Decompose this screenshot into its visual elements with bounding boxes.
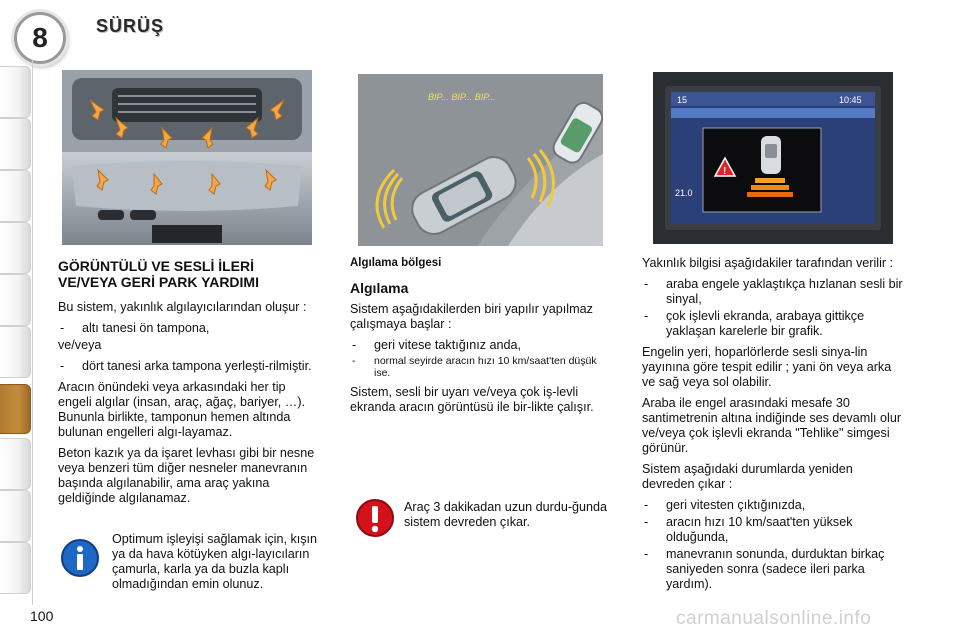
chapter-number-badge [14, 12, 66, 64]
info-note: Optimum işleyişi sağlamak için, kışın ya da hava kötüyken algı-layıcıların çamurla, karla ya da buzla kaplı olmadığından emin olunuz. [112, 532, 318, 591]
page-margin-line [32, 60, 33, 605]
list-item: - manevranın sonunda, durduktan birkaç saniyeden sonra (sadece ileri parka yardım). [642, 547, 904, 592]
list-item: - altı tanesi ön tampona, [58, 321, 320, 336]
right-column [642, 256, 904, 598]
screen-temperature: 21.0 [675, 188, 693, 198]
distance-paragraph: Araba ile engel arasındaki mesafe 30 santimetrenin altına indiğinde ses devamlı olur ve/veya çok işlevli ekranda "Tehlike" simgesi görünür. [642, 396, 902, 455]
svg-text:!: ! [723, 166, 727, 177]
beep-label: BIP... BIP... BIP... [428, 92, 496, 102]
screen-time: 10:45 [839, 95, 862, 105]
or-text: ve/veya [58, 338, 102, 352]
deactivation-list [642, 498, 904, 592]
proximity-list [642, 277, 904, 339]
detection-paragraph: Sistem, sesli bir uyarı ve/veya çok iş-levli ekranda aracın görüntüsü ile bir-likte çalışır. [350, 385, 594, 414]
list-item: - çok işlevli ekranda, arabaya gittikçe yaklaşan karelerle bir grafik. [642, 309, 904, 339]
intro-paragraph: Bu sistem, yakınlık algılayıcılarından oluşur : [58, 300, 307, 314]
chapter-tab[interactable] [0, 326, 31, 378]
screen-left-value: 15 [677, 95, 688, 105]
image-caption: Algılama bölgesi [350, 257, 442, 269]
section-heading: GÖRÜNTÜLÜ VE SESLİ İLERİ VE/VEYA GERİ PARK YARDIMI [58, 258, 259, 290]
list-item: - normal seyirde aracın hızı 10 km/saat'ten düşük ise. [350, 355, 612, 379]
chapter-tab-active[interactable] [0, 384, 31, 434]
list-item: - aracın hızı 10 km/saat'ten yüksek olduğunda, [642, 515, 904, 545]
detection-paragraph: Aracın önündeki veya arkasındaki her tip engeli algılar (insan, araç, ağaç, bariyer, …). Bununla birlikte, tamponun hemen altında bulunan engelleri algı-layamaz. [58, 380, 306, 439]
activation-list [350, 338, 612, 379]
list-item: - geri vitese taktığınız anda, [350, 338, 612, 353]
watermark: carmanualsonline.info [676, 608, 872, 629]
chapter-tab[interactable] [0, 118, 31, 170]
detection-heading: Algılama [350, 280, 409, 296]
list-item: - araba engele yaklaştıkça hızlanan sesli bir sinyal, [642, 277, 904, 307]
page-number: 100 [30, 608, 54, 624]
multifunction-screen-photo [653, 72, 893, 244]
detection-intro: Sistem aşağıdakilerden biri yapılır yapılmaz çalışmaya başlar : [350, 302, 593, 331]
deactivation-intro: Sistem aşağıdaki durumlarda yeniden devreden çıkar : [642, 462, 853, 491]
chapter-tab[interactable] [0, 490, 31, 542]
chapter-tab[interactable] [0, 542, 31, 594]
chapter-tab[interactable] [0, 222, 31, 274]
chapter-number: 8 [32, 22, 48, 53]
proximity-intro: Yakınlık bilgisi aşağıdakiler tarafından verilir : [642, 256, 894, 270]
bumper-sensors-photo [62, 70, 312, 245]
sensor-list-rear [58, 359, 320, 374]
middle-column [350, 256, 612, 421]
warning-icon [355, 498, 395, 543]
left-column [58, 258, 320, 512]
sensor-list-front [58, 321, 320, 336]
chapter-title: SÜRÜŞ [96, 16, 165, 36]
warning-note: Araç 3 dakikadan uzun durdu-ğunda sistem devreden çıkar. [404, 500, 608, 529]
list-item: - geri vitesten çıktığınızda, [642, 498, 904, 513]
chapter-tab[interactable] [0, 170, 31, 222]
list-item: - dört tanesi arka tampona yerleşti-rilmiştir. [58, 359, 320, 374]
info-icon [60, 538, 100, 583]
objects-paragraph: Beton kazık ya da işaret levhası gibi bir nesne veya benzeri tüm diğer nesneler manevranın başında algılanabilir, ama araç yakına geldiğinde algılanamaz. [58, 446, 315, 505]
chapter-tab[interactable] [0, 274, 31, 326]
position-paragraph: Engelin yeri, hoparlörlerde sesli sinya-lin yayınına göre tespit edilir ; yani ön veya arka ve sağ veya sol olabilir. [642, 345, 892, 389]
detection-zone-illustration [358, 74, 603, 246]
chapter-tab[interactable] [0, 66, 31, 118]
chapter-tab[interactable] [0, 438, 31, 490]
